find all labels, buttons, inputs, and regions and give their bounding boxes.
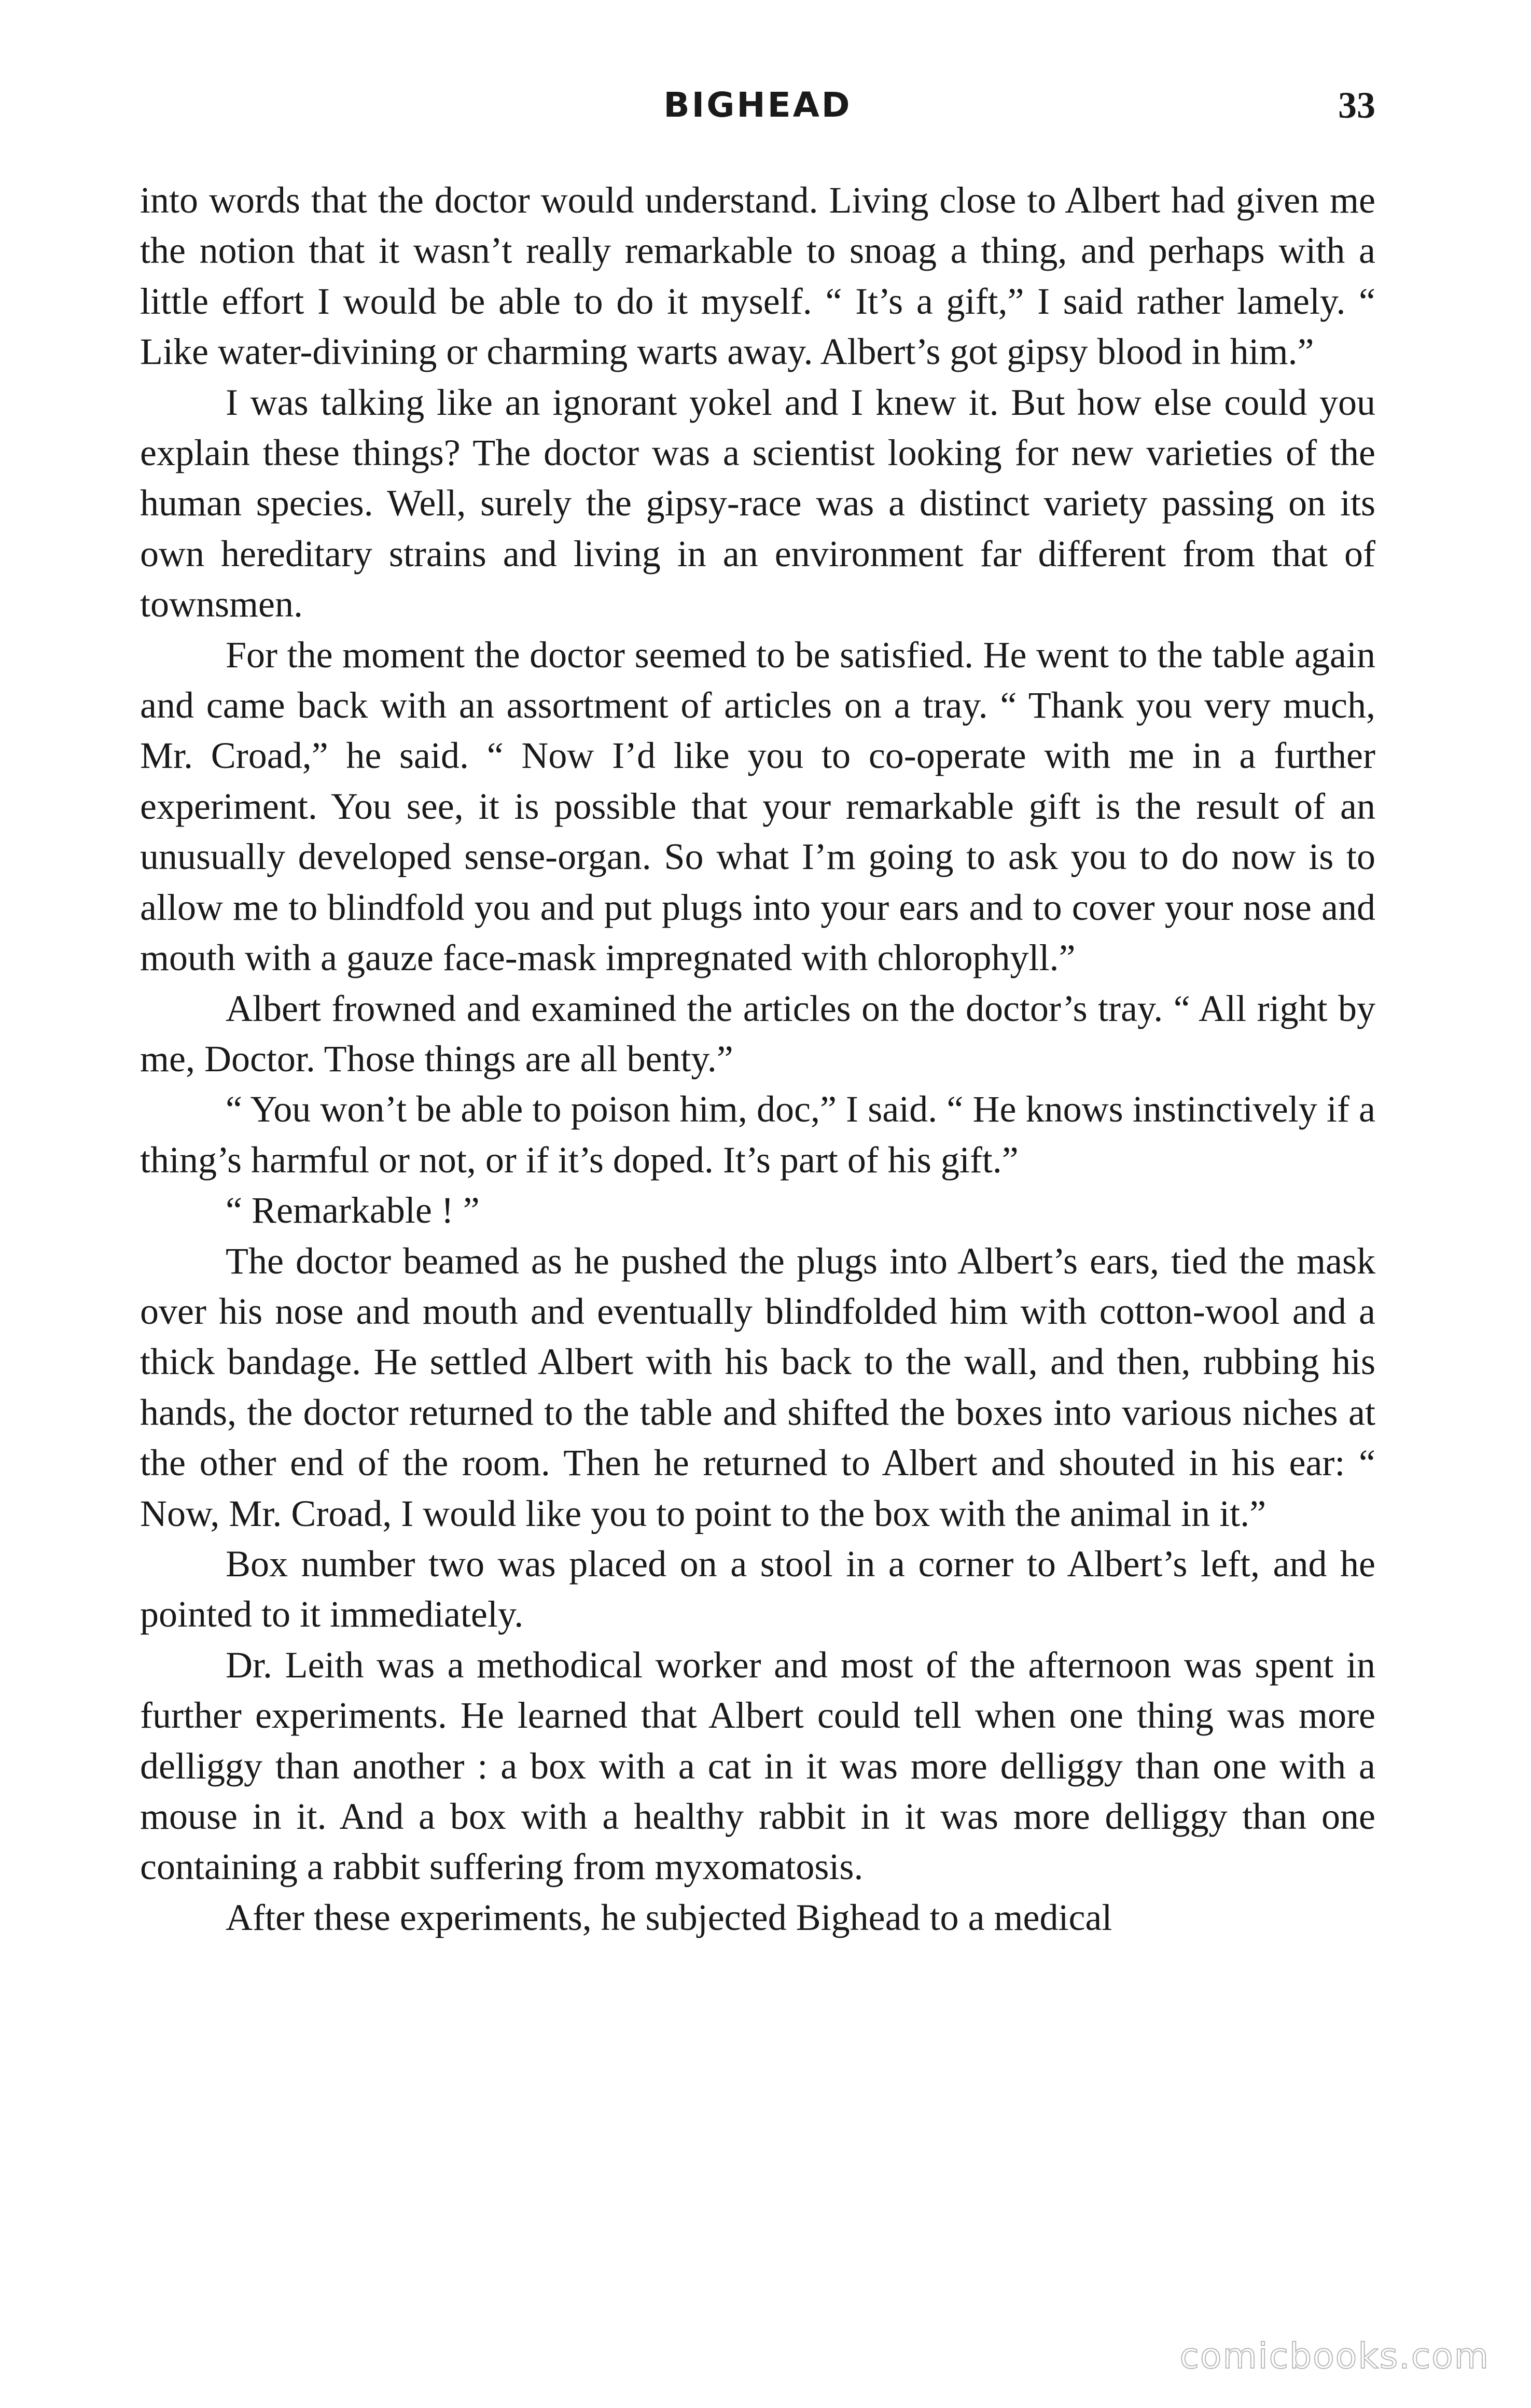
running-title: BIGHEAD [663, 85, 852, 125]
paragraph: The doctor beamed as he pushed the plugs into Albert’s ears, tied the mask over his nose and mouth and eventually blindfolded him with cotton-wool and a thick bandage. He settled Albert with his back to the wall, and then, rubbing his hands, the doctor returned to the table and shifted the boxes into various niches at the other end of the room. Then he returned to Albert and shouted in his ear: “ Now, Mr. Croad, I would like you to point to the box with the animal in it.” [140, 1240, 1375, 1534]
paragraph-continues: After these experiments, he subjected Bighead to a medical [226, 1896, 1112, 1938]
page-number: 33 [1338, 85, 1375, 126]
paragraph: Albert frowned and examined the articles on the doctor’s tray. “ All right by me, Doctor. Those things are all benty.” [140, 987, 1375, 1080]
running-head [140, 77, 1375, 134]
watermark: comicbooks.com [1179, 2336, 1490, 2377]
paragraph: For the moment the doctor seemed to be satisfied. He went to the table again and came back with an assortment of articles on a tray. “ Thank you very much, Mr. Croad,” he said. “ Now I’d like you to co-operate with me in a further experiment. You see, it is possible that your remarkable gift is the result of an unusually developed sense-organ. So what I’m going to ask you to do now is to allow me to blindfold you and put plugs into your ears and to cover your nose and mouth with a gauze face-mask impregnated with chlorophyll.” [140, 634, 1375, 979]
body-text [140, 175, 1375, 1943]
paragraph: “ Remarkable ! ” [226, 1189, 480, 1231]
paragraph: Box number two was placed on a stool in a corner to Albert’s left, and he pointed to it immediately. [140, 1543, 1375, 1635]
paragraph: “ You won’t be able to poison him, doc,” I said. “ He knows instinctively if a thing’s harmful or not, or if it’s doped. It’s part of his gift.” [140, 1088, 1375, 1181]
paragraph: Dr. Leith was a methodical worker and most of the afternoon was spent in further experiments. He learned that Albert could tell when one thing was more delliggy than another : a box with a cat in it was more delliggy than one with a mouse in it. And a box with a healthy rabbit in it was more delliggy than one containing a rabbit suffering from myxomatosis. [140, 1644, 1375, 1888]
paragraph: I was talking like an ignorant yokel and I knew it. But how else could you explain these things? The doctor was a scientist looking for new varieties of the human species. Well, surely the gipsy-race was a distinct variety passing on its own hereditary strains and living in an environment far different from that of townsmen. [140, 381, 1375, 625]
paragraph-continued: into words that the doctor would understand. Living close to Albert had given me the notion that it wasn’t really remarkable to snoag a thing, and perhaps with a little effort I would be able to do it myself. “ It’s a gift,” I said rather lamely. “ Like water-divining or charming warts away. Albert’s got gipsy blood in him.” [140, 179, 1375, 373]
